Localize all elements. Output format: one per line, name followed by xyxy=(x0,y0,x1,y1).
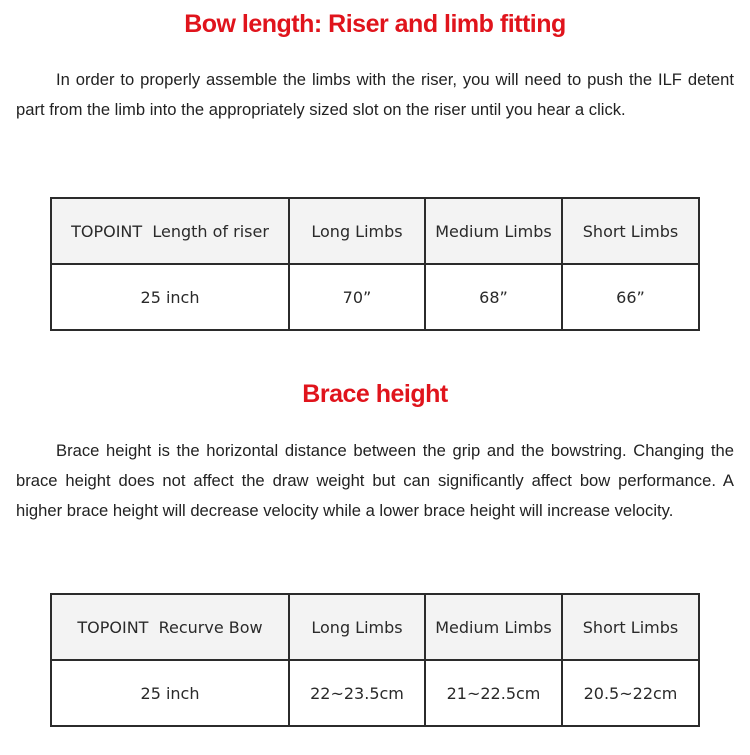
cell-bow-size: 25 inch xyxy=(51,660,289,726)
header-cell-recurve-bow: TOPOINT Recurve Bow xyxy=(51,594,289,660)
table-header-row xyxy=(51,594,699,660)
riser-limb-paragraph-text: In order to properly assemble the limbs with the riser, you will need to push the ILF detent part from the limb into the appropriately sized slot on the riser until you hear a click. xyxy=(16,70,734,119)
cell-medium-limbs-value: 68” xyxy=(425,264,562,330)
brace-height-title: Brace height xyxy=(302,380,448,408)
header-cell-short-limbs: Short Limbs xyxy=(562,198,699,264)
cell-riser-size: 25 inch xyxy=(51,264,289,330)
bow-length-table xyxy=(50,197,700,331)
brace-height-paragraph-text: Brace height is the horizontal distance between the grip and the bowstring. Changing the brace height does not affect the draw weight but can significantly affect bow performance. A higher brace height will decrease velocity while a lower brace height will increase velocity. xyxy=(16,441,734,520)
bow-length-title: Bow length: Riser and limb fitting xyxy=(184,10,566,38)
header-cell-long-limbs: Long Limbs xyxy=(289,198,425,264)
header-cell-long-limbs: Long Limbs xyxy=(289,594,425,660)
header-cell-medium-limbs: Medium Limbs xyxy=(425,594,562,660)
cell-short-limbs-value: 66” xyxy=(562,264,699,330)
header-cell-riser-length: TOPOINT Length of riser xyxy=(51,198,289,264)
table-header-row xyxy=(51,198,699,264)
header-cell-short-limbs: Short Limbs xyxy=(562,594,699,660)
cell-medium-limbs-brace: 21~22.5cm xyxy=(425,660,562,726)
header-cell-medium-limbs: Medium Limbs xyxy=(425,198,562,264)
cell-long-limbs-value: 70” xyxy=(289,264,425,330)
brace-height-table xyxy=(50,593,700,727)
brace-height-paragraph xyxy=(16,436,734,526)
riser-limb-paragraph xyxy=(16,65,734,125)
table-row xyxy=(51,264,699,330)
table-row xyxy=(51,660,699,726)
cell-short-limbs-brace: 20.5~22cm xyxy=(562,660,699,726)
cell-long-limbs-brace: 22~23.5cm xyxy=(289,660,425,726)
